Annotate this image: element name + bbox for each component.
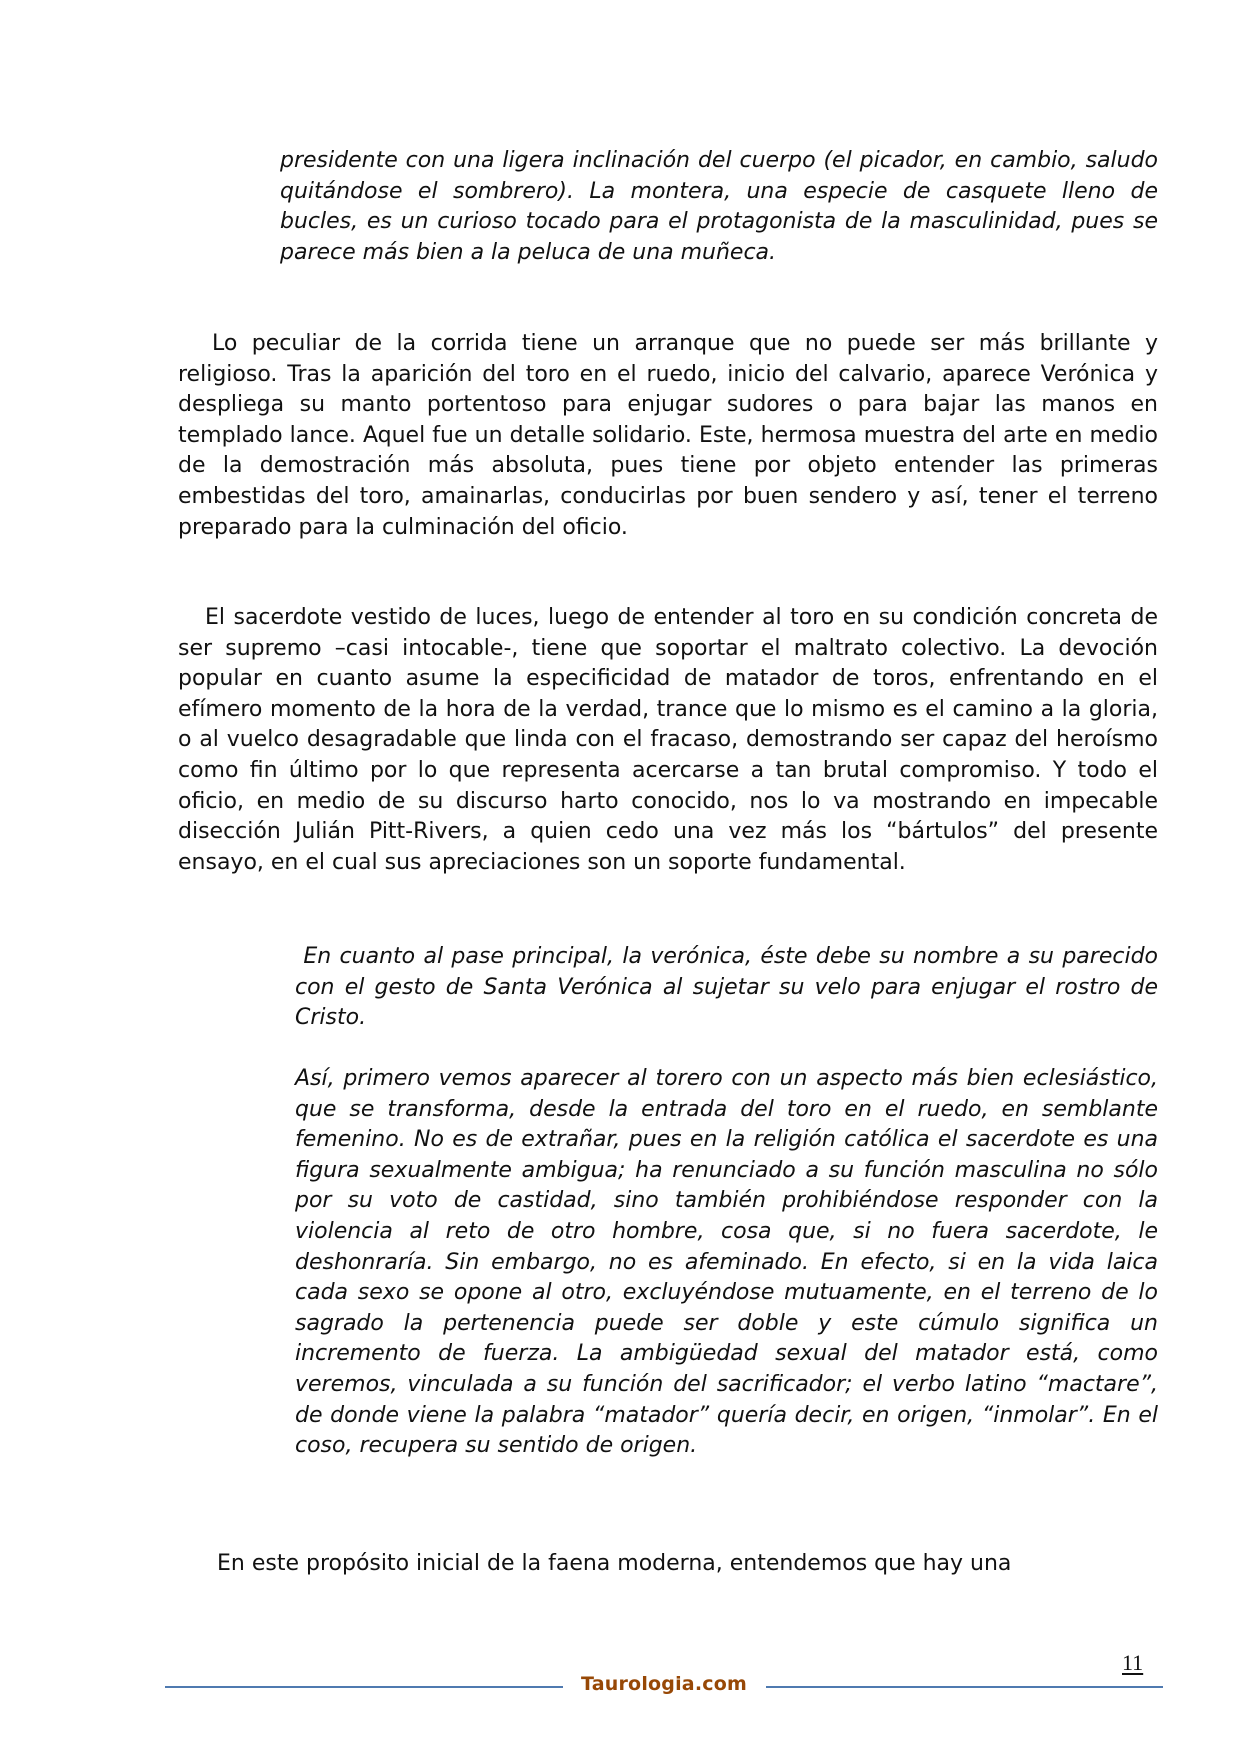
paragraph-corrida-arranque: Lo peculiar de la corrida tiene un arranque que no puede ser más brillante y religioso. Tras la aparición del toro en el ruedo, inicio del calvario, aparece Verónica y despliega su manto portentoso para enjugar sudores o para bajar las manos en templado lance. Aquel fue un detalle solidario. Este, hermosa muestra del arte en medio de la demostración más absoluta, pues tiene por objeto entender las primeras embestidas del toro, amainarlas, conducirlas por buen sendero y así, tener el terreno preparado para la culminación del oficio. <box>178 331 1158 540</box>
block-quote-ambiguedad: Así, primero vemos aparecer al torero con un aspecto más bien eclesiástico, que se transforma, desde la entrada del toro en el ruedo, en semblante femenino. No es de extrañar, pues en la religión católica el sacerdote es una figura sexualmente ambigua; ha renunciado a su función masculina no sólo por su voto de castidad, sino también prohibiéndose responder con la violencia al reto de otro hombre, cosa que, si no fuera sacerdote, le deshonraría. Sin embargo, no es afeminado. En efecto, si en la vida laica cada sexo se opone al otro, excluyéndose mutuamente, en el terreno de lo sagrado la pertenencia puede ser doble y este cúmulo significa un incremento de fuerza. La ambigüedad sexual del matador está, como veremos, vinculada a su función del sacrificador; el verbo latino “mactare”, de donde viene la palabra “matador” quería decir, en origen, “inmolar”. En el coso, recupera su sentido de origen. <box>295 1066 1158 1459</box>
paragraph-faena-moderna: En este propósito inicial de la faena moderna, entendemos que hay una <box>217 1551 1012 1576</box>
footer-rule-left <box>165 1686 563 1688</box>
paragraph-sacerdote-luces: El sacerdote vestido de luces, luego de entender al toro en su condición concreta de ser supremo –casi intocable-, tiene que soportar el maltrato colectivo. La devoción popular en cuanto asume la especificidad de matador de toros, enfrentando en el efímero momento de la hora de la verdad, trance que lo mismo es el camino a la gloria, o al vuelco desagradable que linda con el fracaso, demostrando ser capaz del heroísmo como fin último por lo que representa acercarse a tan brutal compromiso. Y todo el oficio, en medio de su discurso harto conocido, nos lo va mostrando en impecable disección Julián Pitt-Rivers, a quien cedo una vez más los “bártulos” del presente ensayo, en el cual sus apreciaciones son un soporte fundamental. <box>178 605 1158 875</box>
footer-rule-right <box>766 1686 1163 1688</box>
block-quote-montera: presidente con una ligera inclinación del cuerpo (el picador, en cambio, saludo quitándose el sombrero). La montera, una especie de casquete lleno de bucles, es un curioso tocado para el protagonista de la masculinidad, pues se parece más bien a la peluca de una muñeca. <box>280 148 1158 265</box>
page-number: 11 <box>1122 1650 1144 1675</box>
footer-brand: Taurologia.com <box>581 1673 747 1695</box>
block-quote-veronica: En cuanto al pase principal, la verónica, éste debe su nombre a su parecido con el gesto de Santa Verónica al sujetar su velo para enjugar el rostro de Cristo. <box>295 944 1158 1031</box>
